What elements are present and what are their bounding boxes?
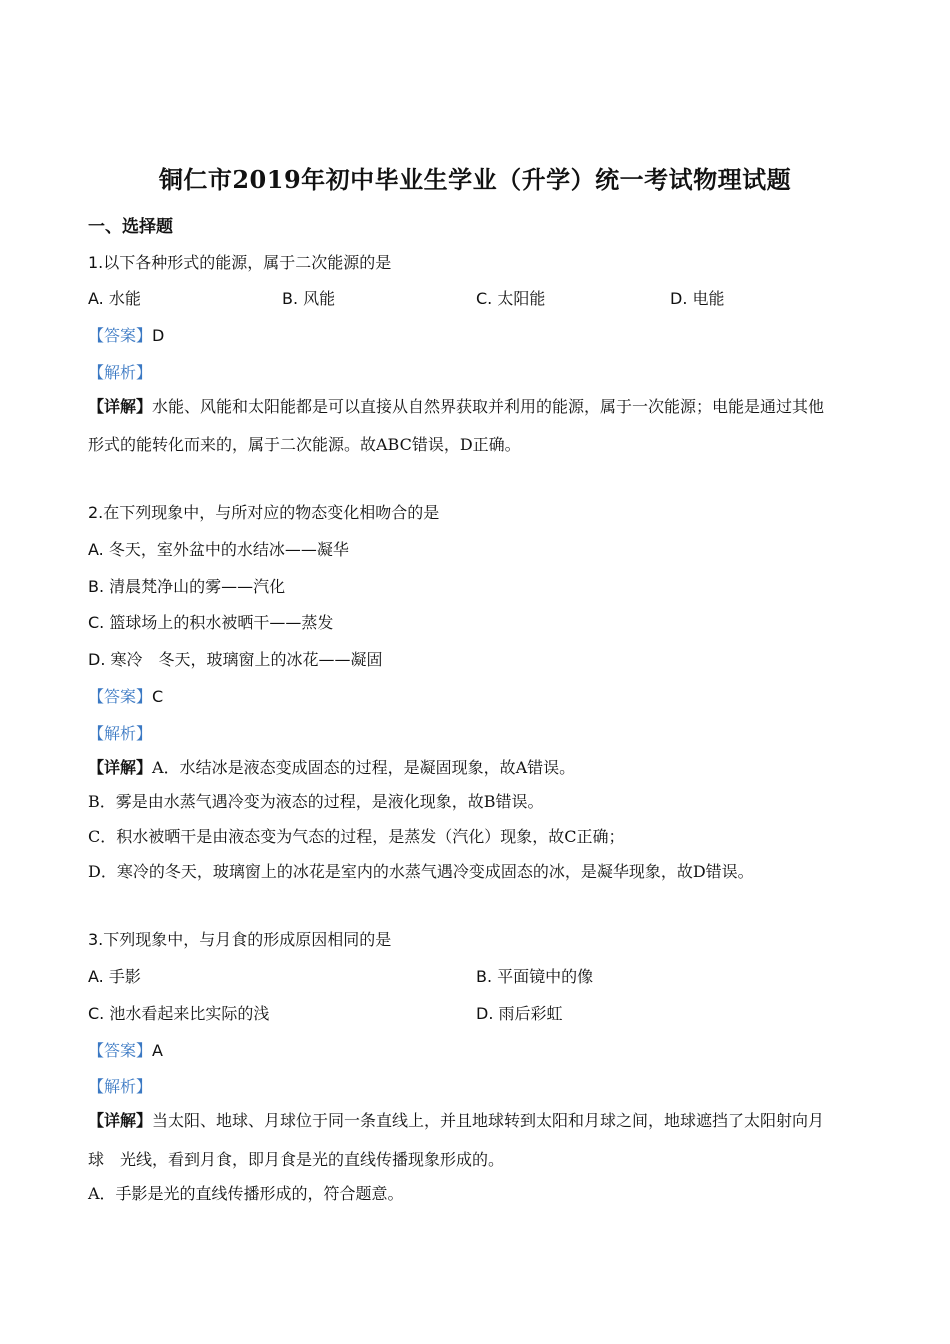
q1-option-a: A. 水能 (88, 289, 141, 308)
q3-answer-value: A (152, 1041, 163, 1060)
q2-answer-value: C (152, 687, 164, 706)
section-heading: 一、选择题 (88, 217, 173, 237)
q3-analysis-label: 【解析】 (88, 1077, 153, 1096)
q3-option-d: D. 雨后彩虹 (476, 1004, 563, 1023)
q1-option-b: B. 风能 (282, 289, 336, 308)
detail-label: 【详解】 (88, 397, 153, 416)
detail-label: 【详解】 (88, 1111, 153, 1130)
q1-detail-text-1: 水能、风能和太阳能都是可以直接从自然界获取并利用的能源，属于一次能源；电能是通过其他 (152, 397, 825, 416)
q2-detail-line-4: D．寒冷的冬天，玻璃窗上的冰花是室内的水蒸气遇冷变成固态的冰，是凝华现象，故D错误。 (88, 862, 754, 881)
q3-detail-line-3: A．手影是光的直线传播形成的，符合题意。 (88, 1184, 404, 1203)
q3-detail-line-2: 球 光线，看到月食，即月食是光的直线传播现象形成的。 (88, 1150, 505, 1169)
q1-option-c: C. 太阳能 (476, 289, 546, 308)
q2-option-b: B. 清晨梵净山的雾——汽化 (88, 577, 286, 596)
q1-option-d: D. 电能 (670, 289, 725, 308)
q1-detail-line-2: 形式的能转化而来的，属于二次能源。故ABC错误，D正确。 (88, 435, 521, 454)
answer-label: 【答案】 (88, 687, 153, 706)
answer-label: 【答案】 (88, 326, 153, 345)
q3-detail-line-1 (88, 1110, 824, 1132)
q2-option-d: D. 寒冷 冬天，玻璃窗上的冰花——凝固 (88, 650, 383, 669)
q2-option-c: C. 篮球场上的积水被晒干——蒸发 (88, 613, 334, 632)
document-title: 铜仁市2019年初中毕业生学业（升学）统一考试物理试题 (158, 165, 792, 194)
q3-option-b: B. 平面镜中的像 (476, 967, 594, 986)
q1-analysis-label: 【解析】 (88, 363, 153, 382)
q2-answer (88, 686, 163, 708)
q1-answer-value: D (152, 326, 165, 345)
detail-label: 【详解】 (88, 758, 153, 777)
question-3-stem: 3.下列现象中，与月食的形成原因相同的是 (88, 930, 392, 949)
q1-answer (88, 325, 164, 347)
answer-label: 【答案】 (88, 1041, 153, 1060)
q3-option-a: A. 手影 (88, 967, 141, 986)
q2-analysis-label: 【解析】 (88, 724, 153, 743)
q2-detail-line-2: B．雾是由水蒸气遇冷变为液态的过程，是液化现象，故B错误。 (88, 792, 544, 811)
question-2-stem: 2.在下列现象中，与所对应的物态变化相吻合的是 (88, 503, 440, 522)
q2-detail-line-1 (88, 757, 575, 779)
q2-detail-line-3: C．积水被晒干是由液态变为气态的过程，是蒸发（汽化）现象，故C正确； (88, 827, 625, 846)
q3-answer (88, 1040, 163, 1062)
q3-option-c: C. 池水看起来比实际的浅 (88, 1004, 270, 1023)
q2-option-a: A. 冬天，室外盆中的水结冰——凝华 (88, 540, 349, 559)
q2-detail-text-1: A．水结冰是液态变成固态的过程，是凝固现象，故A错误。 (152, 758, 576, 777)
question-1-stem: 1.以下各种形式的能源，属于二次能源的是 (88, 253, 392, 272)
q1-detail-line-1 (88, 396, 824, 418)
q3-detail-text-1: 当太阳、地球、月球位于同一条直线上，并且地球转到太阳和月球之间，地球遮挡了太阳射向月 (152, 1111, 825, 1130)
